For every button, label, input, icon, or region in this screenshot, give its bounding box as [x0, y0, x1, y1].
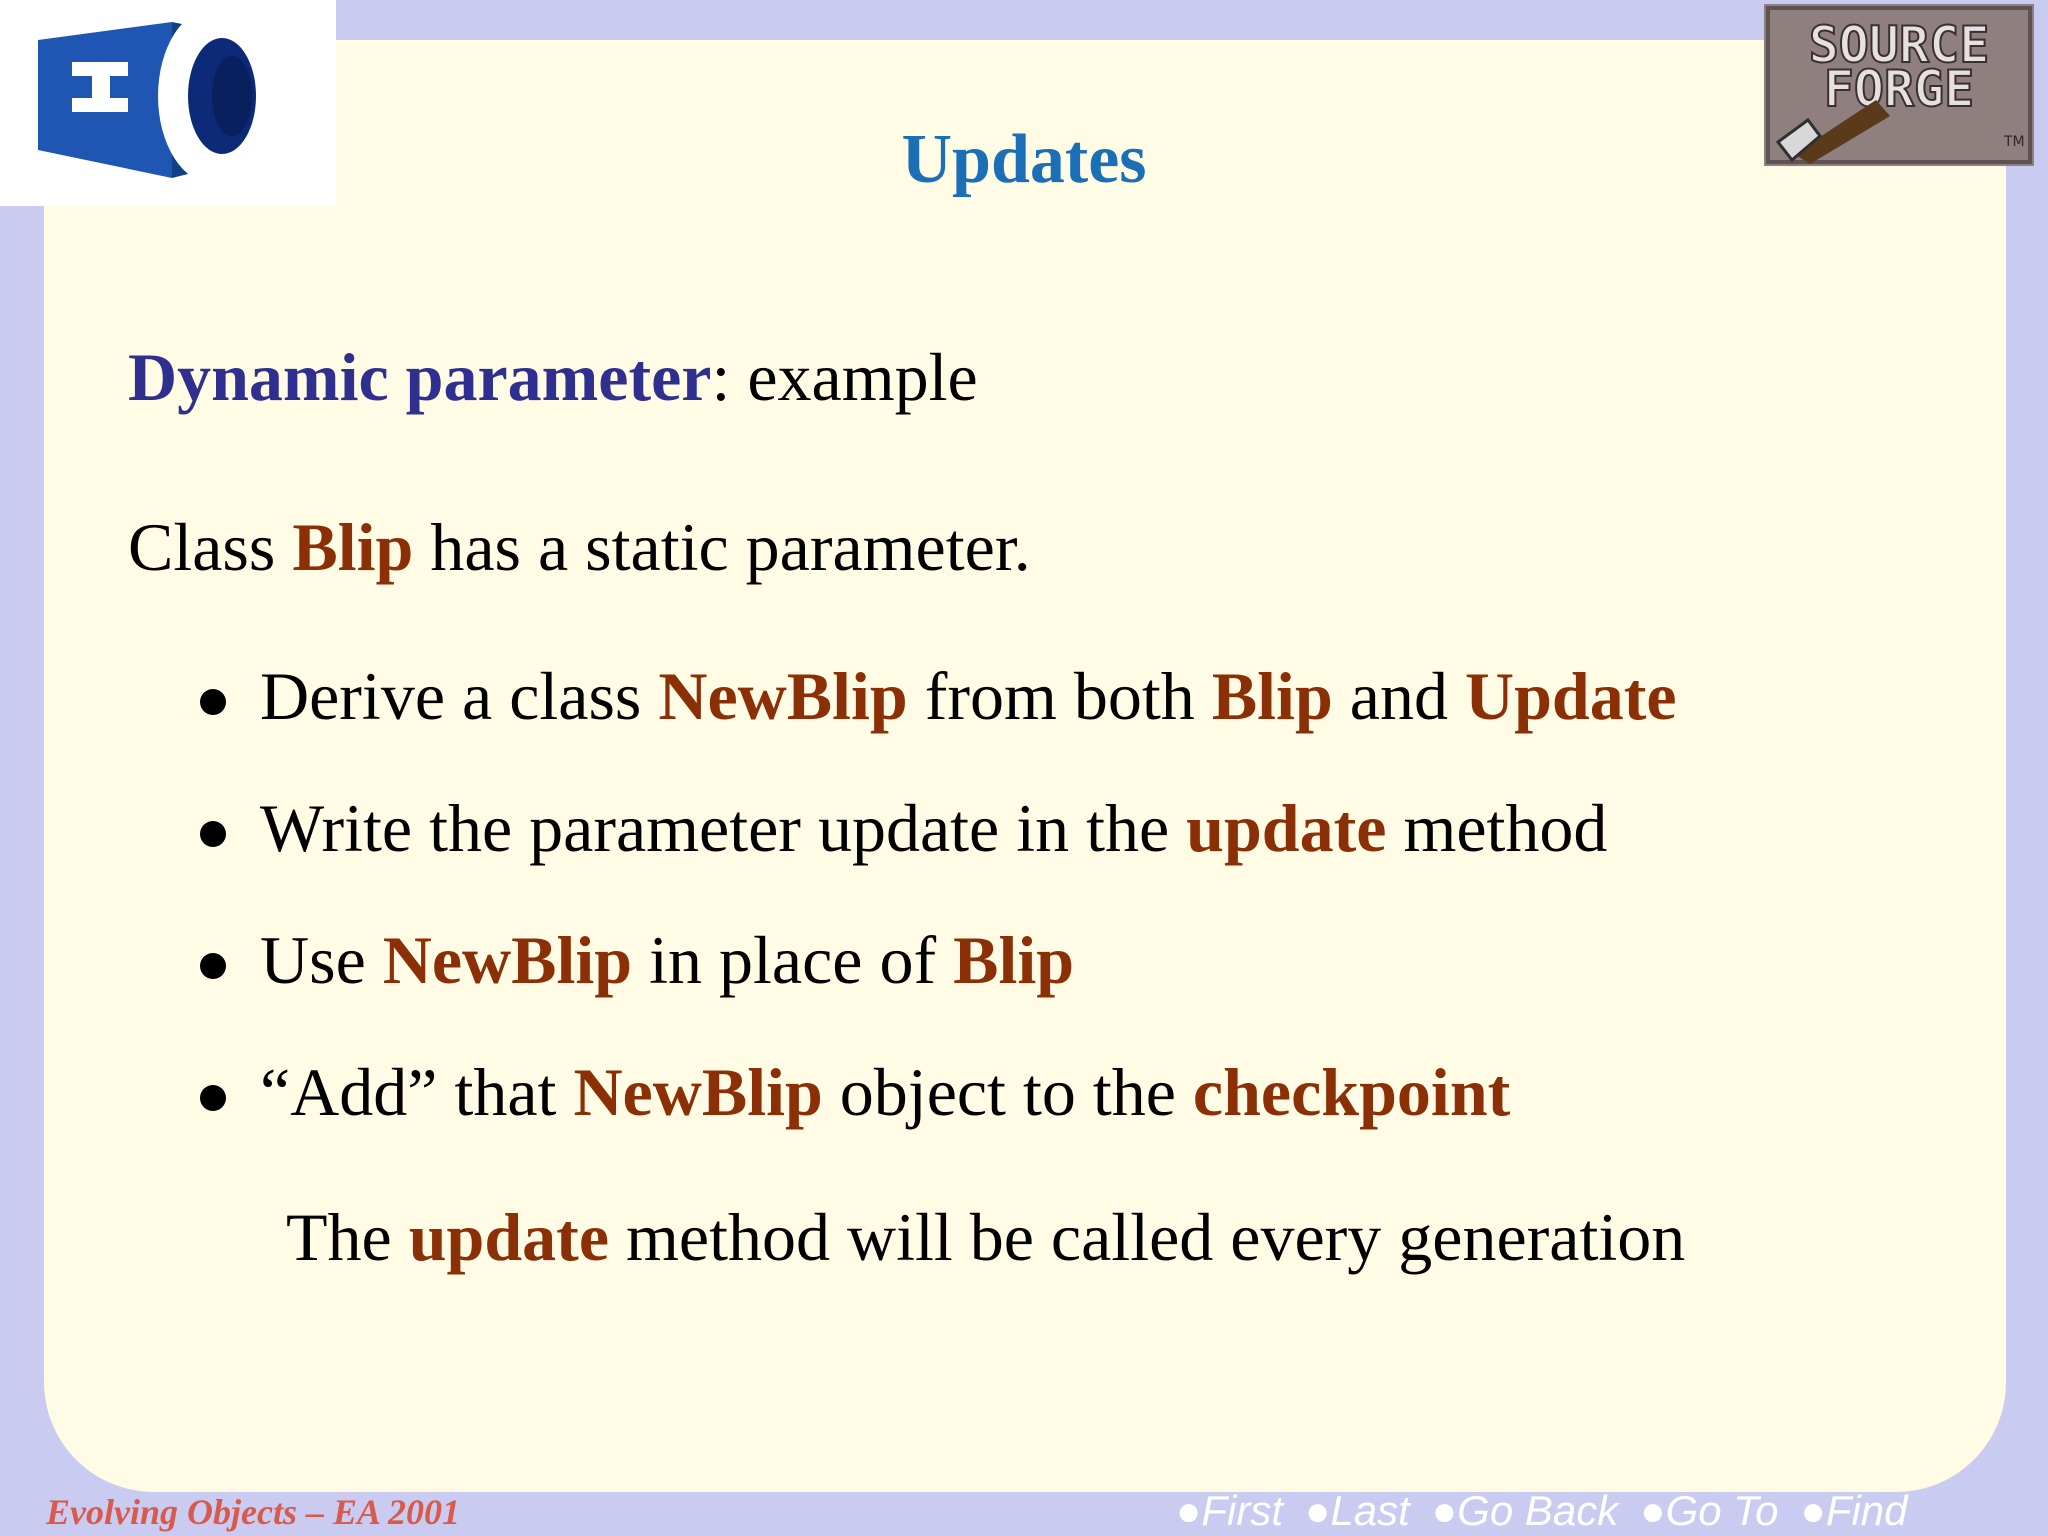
bullet-text: Use	[260, 922, 383, 998]
footer-caption: Evolving Objects – EA 2001	[46, 1492, 460, 1532]
svg-text:TM: TM	[2004, 134, 2025, 150]
bullet-keyword: NewBlip	[382, 922, 633, 998]
bullet-dot	[200, 821, 226, 847]
nav-first-link[interactable]: ●First	[1176, 1487, 1284, 1534]
nav-go-back-link[interactable]: ●Go Back	[1431, 1487, 1619, 1534]
bullet-text: method	[1386, 790, 1608, 866]
bullet-item-3	[260, 919, 1074, 1001]
bullet-dot	[200, 953, 226, 979]
bullet-keyword: Blip	[953, 922, 1075, 998]
bullet-text: object to the	[822, 1054, 1193, 1130]
intro-line	[128, 506, 1031, 588]
intro-post: has a static parameter.	[413, 509, 1031, 585]
nav-go-to-link[interactable]: ●Go To	[1640, 1487, 1779, 1534]
bullet-keyword: NewBlip	[573, 1054, 823, 1130]
note-pre: The	[286, 1199, 409, 1275]
bullet-item-1	[260, 655, 1677, 737]
bullet-dot	[200, 1085, 226, 1111]
intro-keyword: Blip	[292, 509, 414, 585]
bullet-text: Derive a class	[260, 658, 659, 734]
svg-text:SOURCE: SOURCE	[1808, 16, 1990, 74]
slide-navigation	[1176, 1486, 1930, 1536]
svg-text:FORGE: FORGE	[1823, 60, 1975, 118]
bullet-keyword: Blip	[1211, 658, 1333, 734]
bullet-item-4	[260, 1051, 1510, 1133]
heading-strong: Dynamic parameter	[128, 339, 712, 415]
note-line	[286, 1196, 1685, 1278]
bullet-text: from both	[907, 658, 1212, 734]
heading-rest: : example	[711, 339, 978, 415]
bullet-text: “Add” that	[260, 1054, 574, 1130]
bullet-text: and	[1332, 658, 1465, 734]
nav-find-link[interactable]: ●Find	[1800, 1487, 1908, 1534]
bullet-dot	[200, 689, 226, 715]
bullet-keyword: Update	[1464, 658, 1677, 734]
note-keyword: update	[408, 1199, 609, 1275]
slide-title: Updates	[901, 121, 1147, 198]
section-heading	[128, 336, 978, 418]
intro-pre: Class	[128, 509, 293, 585]
bullet-keyword: update	[1186, 790, 1387, 866]
bullet-keyword: NewBlip	[658, 658, 908, 734]
bullet-keyword: checkpoint	[1192, 1054, 1511, 1130]
nav-last-link[interactable]: ●Last	[1305, 1487, 1410, 1534]
bullet-item-2	[260, 787, 1607, 869]
bullet-text: Write the parameter update in the	[260, 790, 1187, 866]
bullet-text: in place of	[632, 922, 954, 998]
note-post: method will be called every generation	[609, 1199, 1686, 1275]
